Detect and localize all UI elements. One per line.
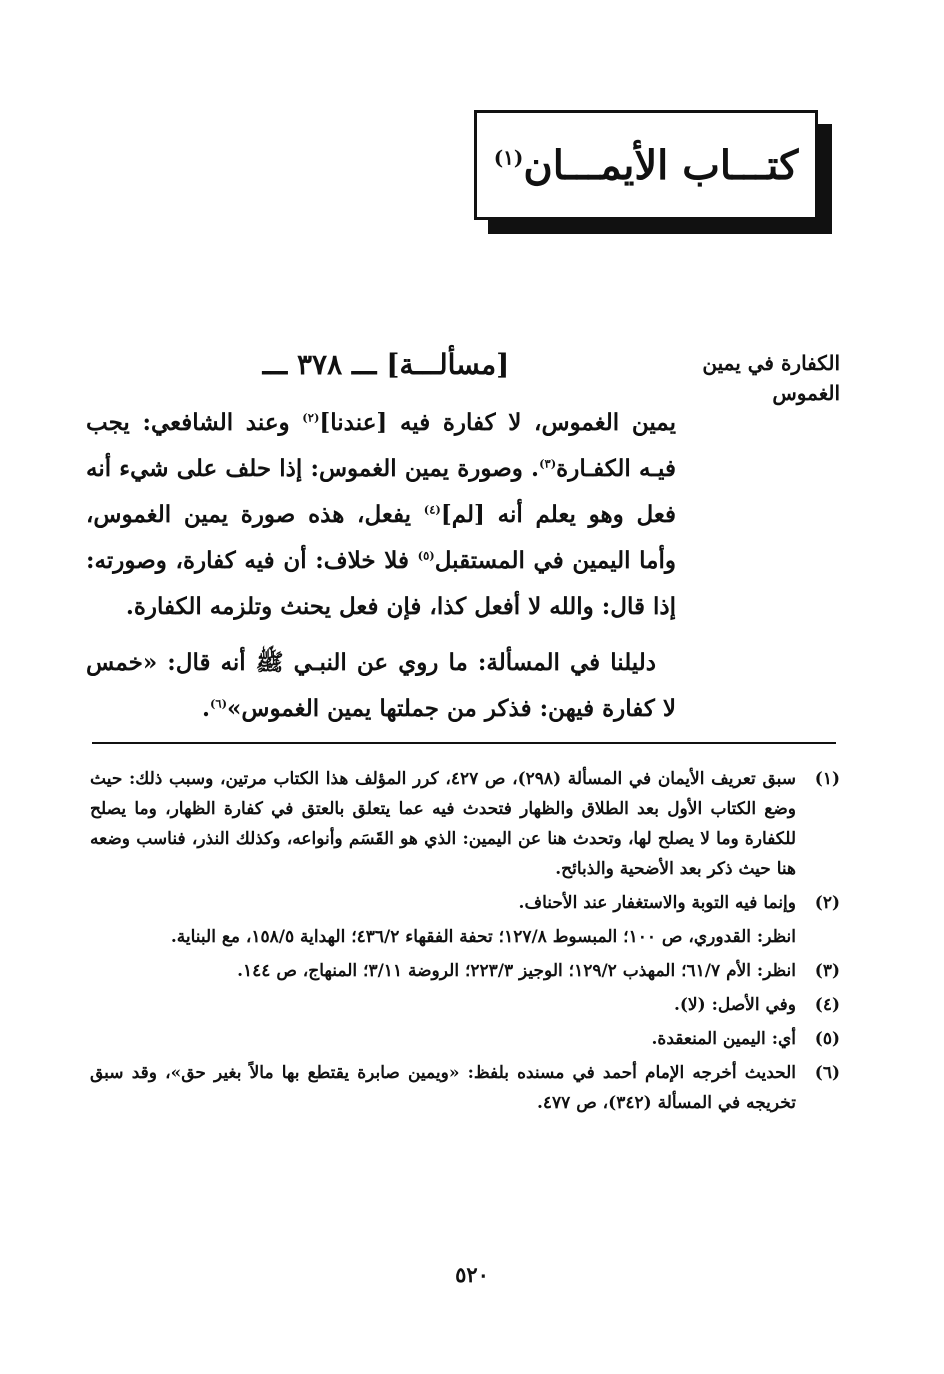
footnote-ref-6: (٦) xyxy=(209,696,228,711)
footnote-text: وفي الأصل: (لا). xyxy=(673,995,796,1015)
footnote-number: (٦) xyxy=(814,1063,840,1083)
footnote-text: وإنما فيه التوبة والاستغفار عند الأحناف. xyxy=(518,893,796,913)
footnote-ref-2: (٢) xyxy=(302,410,320,425)
footnote-3 xyxy=(90,956,840,986)
issue-heading: [مسألـــة] ـــ ٣٧٨ ـــ xyxy=(262,348,510,381)
footnote-text: انظر: الأم ٦١/٧؛ المهذب ١٢٩/٢؛ الوجيز ٢٢٣/٣؛ الروضة ٣/١١؛ المنهاج، ص ١٤٤. xyxy=(237,961,796,981)
footnote-divider xyxy=(92,742,836,744)
page-number: ٥٢٠ xyxy=(455,1262,489,1287)
margin-note xyxy=(690,348,840,408)
margin-note-line-2: الغموس xyxy=(772,381,840,405)
footnote-text: الحديث أخرجه الإمام أحمد في مسنده بلفظ: «ويمين صابرة يقتطع بها مالاً بغير حق»، وقد سبق تخريجه في المسألة (٣٤٢)، ص ٤٧٧. xyxy=(90,1063,796,1113)
footnote-6 xyxy=(90,1058,840,1118)
chapter-title xyxy=(494,142,799,189)
margin-note-line-1: الكفارة في يمين xyxy=(702,351,840,375)
paragraph-2 xyxy=(86,640,676,732)
footnote-4 xyxy=(90,990,840,1020)
footnote-number: (١) xyxy=(814,769,840,789)
footnote-2 xyxy=(90,888,840,918)
footnote-ref-5: (٥) xyxy=(417,548,435,563)
paragraph-2-part-a: دليلنا في المسألة: ما روي عن النبـي ﷺ أنه قال: «خمس لا كفارة فيهن: فذكر من جملتها يمين الغموس» xyxy=(86,649,676,722)
paragraph-1 xyxy=(86,400,676,630)
chapter-title-footnote-ref: (١) xyxy=(493,145,524,170)
chapter-title-text: كتـــاب الأيمـــان xyxy=(523,141,799,189)
footnotes xyxy=(90,764,840,1122)
footnote-2-continuation: انظر: القدوري، ص ١٠٠؛ المبسوط ١٢٧/٨؛ تحفة الفقهاء ٤٣٦/٢؛ الهداية ١٥٨/٥، مع البناية. xyxy=(170,927,796,947)
main-text xyxy=(86,400,676,732)
paragraph-1-part-d: يفعل، هذه صورة يمين الغموس، وأما اليمين في المستقبل xyxy=(86,501,676,574)
footnote-text: سبق تعريف الأيمان في المسألة (٢٩٨)، ص ٤٢٧، كرر المؤلف هذا الكتاب مرتين، وسبب ذلك: حيث وضع الكتاب الأول بعد الطلاق والظهار فتحدث فيه عما يتعلق بالعتق في كفارة الظهار، وما يصلح للكفارة وما لا يصلح لها، وتحدث هنا عن اليمين: الذي هو القَسَم وأنواعه، وكذلك النذر، فناسب وضعه هنا حيث ذكر بعد الأضحية والذبائح. xyxy=(90,769,797,879)
footnote-number: (٤) xyxy=(814,995,840,1015)
paragraph-2-part-b: . xyxy=(201,695,210,722)
footnote-5 xyxy=(90,1024,840,1054)
footnote-text: أي: اليمين المنعقدة. xyxy=(651,1029,796,1049)
footnote-1 xyxy=(90,764,840,884)
footnote-ref-4: (٤) xyxy=(423,502,441,517)
paragraph-1-part-e: فلا خلاف: أن فيه كفارة، وصورته: إذا قال: والله لا أفعل كذا، فإن فعل يحنث وتلزمه الكفارة. xyxy=(86,547,676,620)
footnote-number: (٥) xyxy=(814,1029,840,1049)
paragraph-1-part-b: وعند الشافعي: يجب فيـه الكفـارة xyxy=(86,409,676,482)
footnote-number: (٢) xyxy=(814,893,840,913)
footnote-ref-3: (٣) xyxy=(539,456,557,471)
paragraph-1-part-a: يمين الغموس، لا كفارة فيه [عندنا] xyxy=(319,409,676,436)
chapter-title-frame xyxy=(474,110,818,220)
footnote-number: (٣) xyxy=(814,961,840,981)
paragraph-1-part-c: . وصورة يمين الغموس: إذا حلف على شيء أنه فعل وهو يعلم أنه [لم] xyxy=(86,455,676,528)
